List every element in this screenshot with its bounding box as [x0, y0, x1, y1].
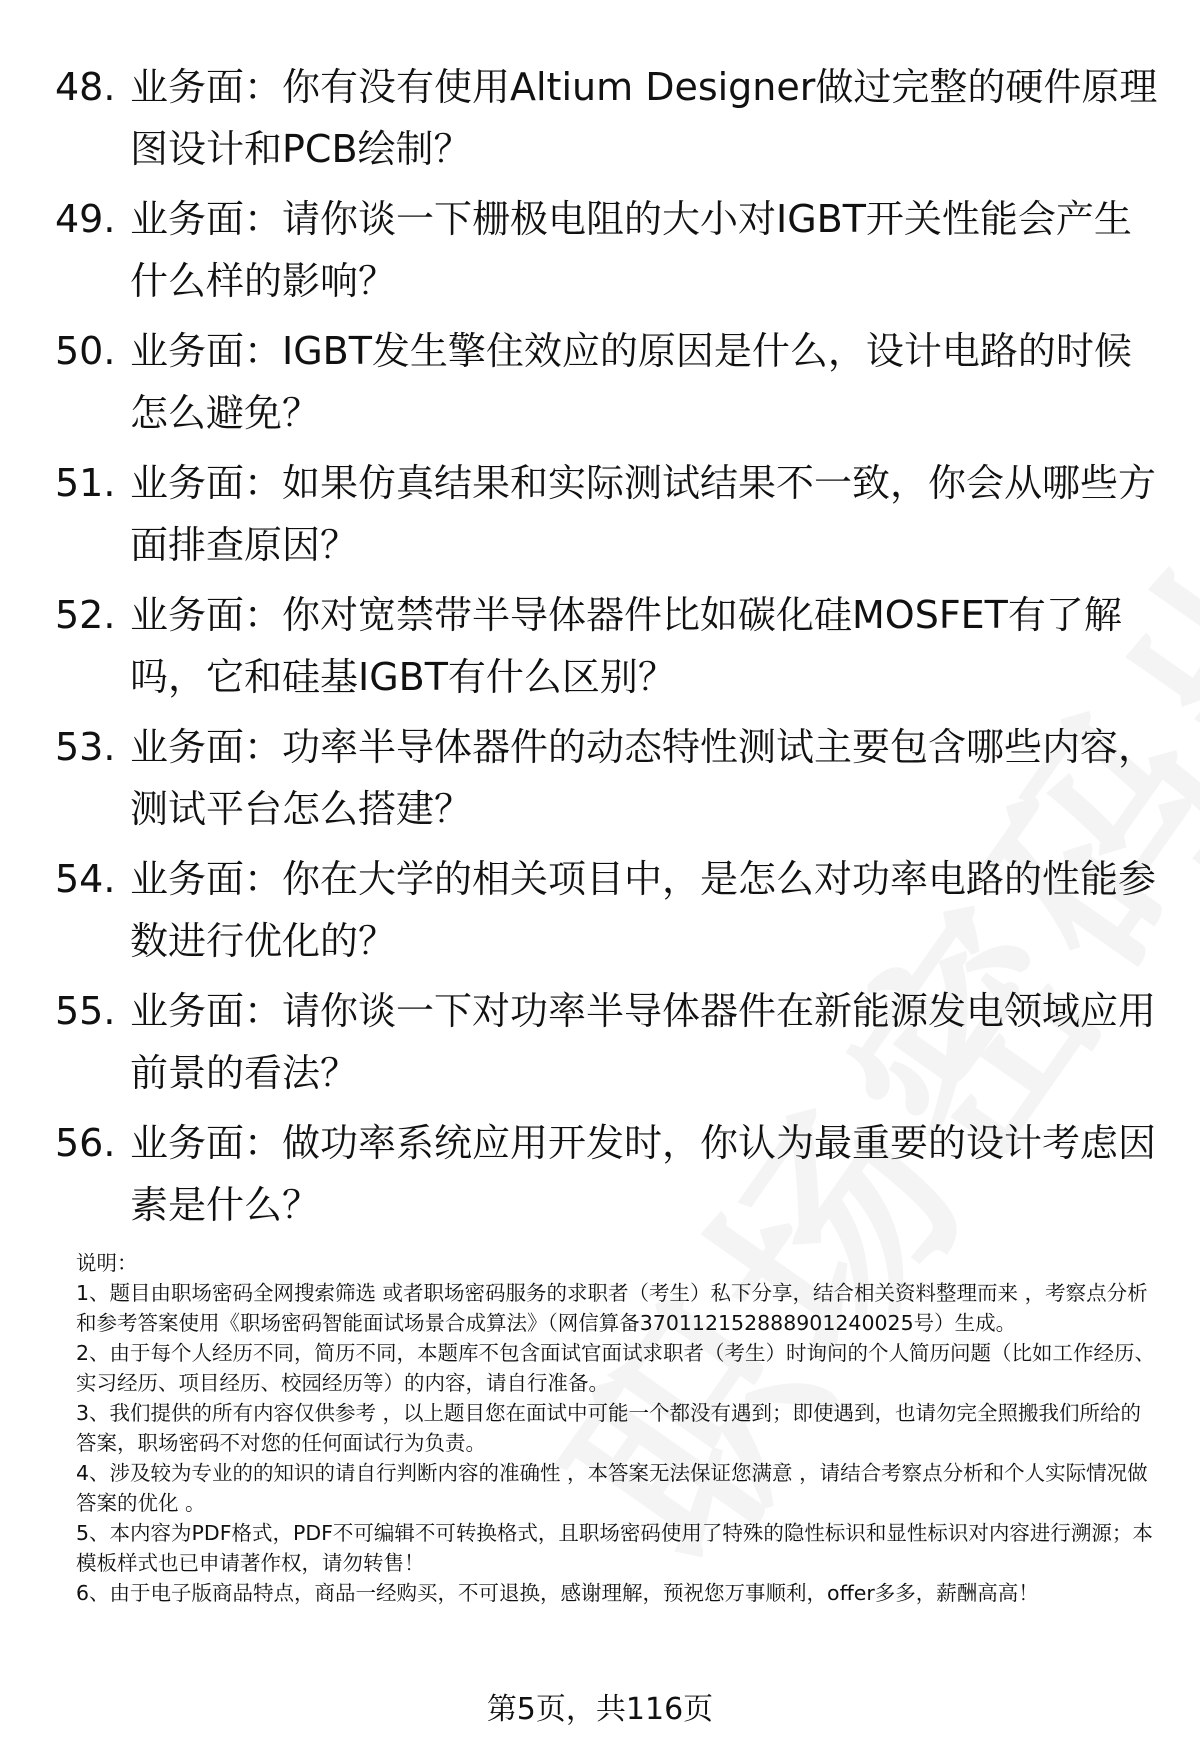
page-footer: 第5页，共116页 — [486, 1692, 714, 1727]
question-item — [55, 56, 1165, 180]
question-item — [55, 320, 1165, 444]
question-number: 56. — [55, 1121, 116, 1165]
question-text: 业务面：IGBT发生擎住效应的原因是什么，设计电路的时候怎么避免？ — [130, 329, 1132, 435]
question-item — [55, 980, 1165, 1104]
note-item: 1、题目由职场密码全网搜索筛选 或者职场密码服务的求职者（考生）私下分享，结合相关资料整理而来 ，考察点分析和参考答案使用《职场密码智能面试场景合成算法》（网信算备370112152888901240025号）生成。 — [76, 1281, 1148, 1335]
question-item — [55, 584, 1165, 708]
notes-section — [76, 1248, 1156, 1608]
question-text: 业务面：功率半导体器件的动态特性测试主要包含哪些内容，测试平台怎么搭建？ — [130, 725, 1157, 831]
question-number: 48. — [55, 65, 116, 109]
question-number: 49. — [55, 197, 116, 241]
question-number: 53. — [55, 725, 116, 769]
question-text: 业务面：做功率系统应用开发时，你认为最重要的设计考虑因素是什么？ — [130, 1121, 1157, 1227]
question-item — [55, 716, 1165, 840]
question-text: 业务面：你有没有使用Altium Designer做过完整的硬件原理图设计和PCB绘制？ — [130, 65, 1158, 171]
question-number: 55. — [55, 989, 116, 1033]
note-item: 4、涉及较为专业的的知识的请自行判断内容的准确性 ，本答案无法保证您满意 ，请结合考察点分析和个人实际情况做答案的优化 。 — [76, 1461, 1148, 1515]
question-text: 业务面：请你谈一下栅极电阻的大小对IGBT开关性能会产生什么样的影响？ — [130, 197, 1132, 303]
question-item — [55, 452, 1165, 576]
question-number: 50. — [55, 329, 116, 373]
note-item: 3、我们提供的所有内容仅供参考 ，以上题目您在面试中可能一个都没有遇到；即使遇到，也请勿完全照搬我们所给的答案，职场密码不对您的任何面试行为负责。 — [76, 1401, 1142, 1455]
question-number: 51. — [55, 461, 116, 505]
note-item: 2、由于每个人经历不同，简历不同，本题库不包含面试官面试求职者（考生）时询问的个人简历问题（比如工作经历、实习经历、项目经历、校园经历等）的内容，请自行准备。 — [76, 1341, 1156, 1395]
note-item: 5、本内容为PDF格式，PDF不可编辑不可转换格式，且职场密码使用了特殊的隐性标识和显性标识对内容进行溯源；本模板样式也已申请著作权，请勿转售！ — [76, 1521, 1153, 1575]
question-text: 业务面：你对宽禁带半导体器件比如碳化硅MOSFET有了解吗，它和硅基IGBT有什么区别？ — [130, 593, 1122, 699]
question-text: 业务面：如果仿真结果和实际测试结果不一致，你会从哪些方面排查原因？ — [130, 461, 1157, 567]
question-item — [55, 848, 1165, 972]
note-item: 6、由于电子版商品特点，商品一经购买，不可退换，感谢理解，预祝您万事顺利，offer多多，薪酬高高！ — [76, 1581, 1039, 1605]
question-text: 业务面：你在大学的相关项目中，是怎么对功率电路的性能参数进行优化的？ — [130, 857, 1157, 963]
question-number: 52. — [55, 593, 116, 637]
question-item — [55, 1112, 1165, 1236]
question-list — [55, 56, 1165, 1244]
question-item — [55, 188, 1165, 312]
question-number: 54. — [55, 857, 116, 901]
question-text: 业务面：请你谈一下对功率半导体器件在新能源发电领域应用前景的看法？ — [130, 989, 1157, 1095]
notes-title: 说明： — [76, 1251, 138, 1275]
